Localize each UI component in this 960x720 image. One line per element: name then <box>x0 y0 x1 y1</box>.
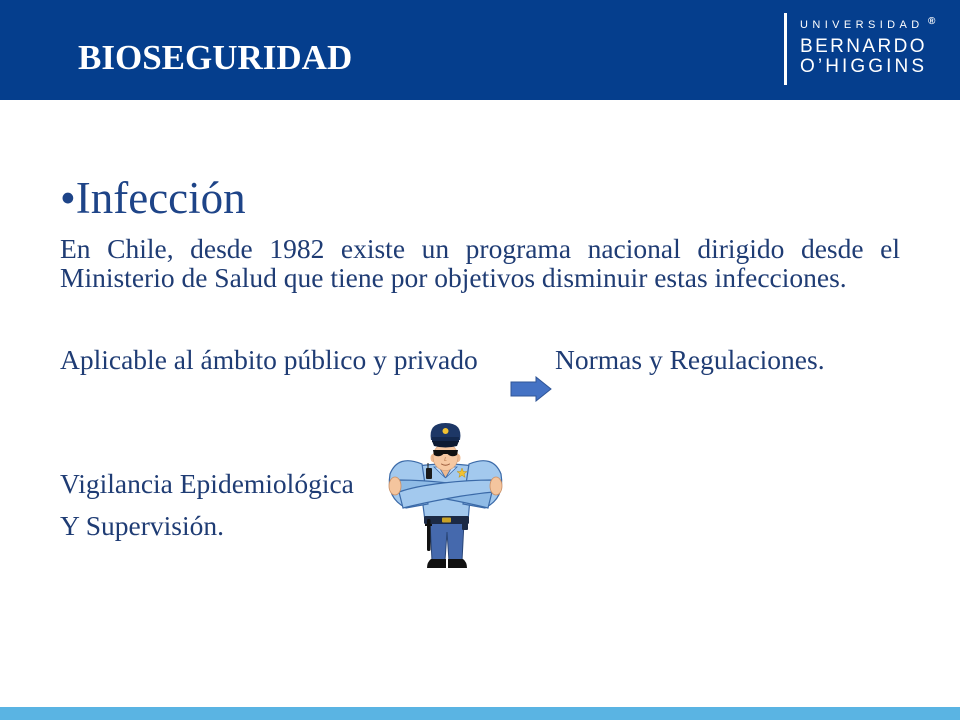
officer-baton <box>427 519 431 551</box>
logo-line-ohiggins: O’HIGGINS <box>800 56 928 77</box>
registered-mark: ® <box>928 16 936 27</box>
officer-belt-buckle <box>442 518 451 523</box>
officer-right-shoe <box>448 559 467 568</box>
officer-holster <box>462 518 468 530</box>
officer-left-shoe <box>427 559 446 568</box>
heading-text: Infección <box>75 173 246 223</box>
officer-pants <box>430 522 464 561</box>
slide-title: BIOSEGURIDAD <box>78 38 353 77</box>
intro-paragraph: En Chile, desde 1982 existe un programa nacional dirigido desde el Ministerio de Salud que tiene por objetivos disminuir estas infecciones. <box>60 233 900 293</box>
right-arrow-shape <box>511 377 551 401</box>
officer-cap-bill <box>432 441 459 448</box>
scope-result: Normas y Regulaciones. <box>555 344 825 375</box>
heading-bullet: • <box>60 173 76 223</box>
police-officer-illustration <box>376 418 506 574</box>
logo-line-universidad: UNIVERSIDAD <box>800 19 924 31</box>
header-band <box>0 0 960 100</box>
section-heading <box>60 173 246 223</box>
officer-cap-badge <box>443 428 449 434</box>
logo-vertical-bar <box>784 13 787 85</box>
officer-radio <box>426 468 432 479</box>
officer-right-hand <box>490 477 502 495</box>
scope-text: Aplicable al ámbito público y privado <box>60 344 478 375</box>
officer-left-hand <box>389 477 401 495</box>
officer-baton-handle <box>425 524 432 526</box>
surveillance-line-2: Y Supervisión. <box>60 510 224 541</box>
logo-line-bernardo: BERNARDO <box>800 36 927 57</box>
university-logo <box>780 8 950 92</box>
bottom-accent-strip <box>0 707 960 720</box>
surveillance-line-1: Vigilancia Epidemiológica <box>60 468 354 499</box>
right-arrow-icon <box>510 376 552 402</box>
